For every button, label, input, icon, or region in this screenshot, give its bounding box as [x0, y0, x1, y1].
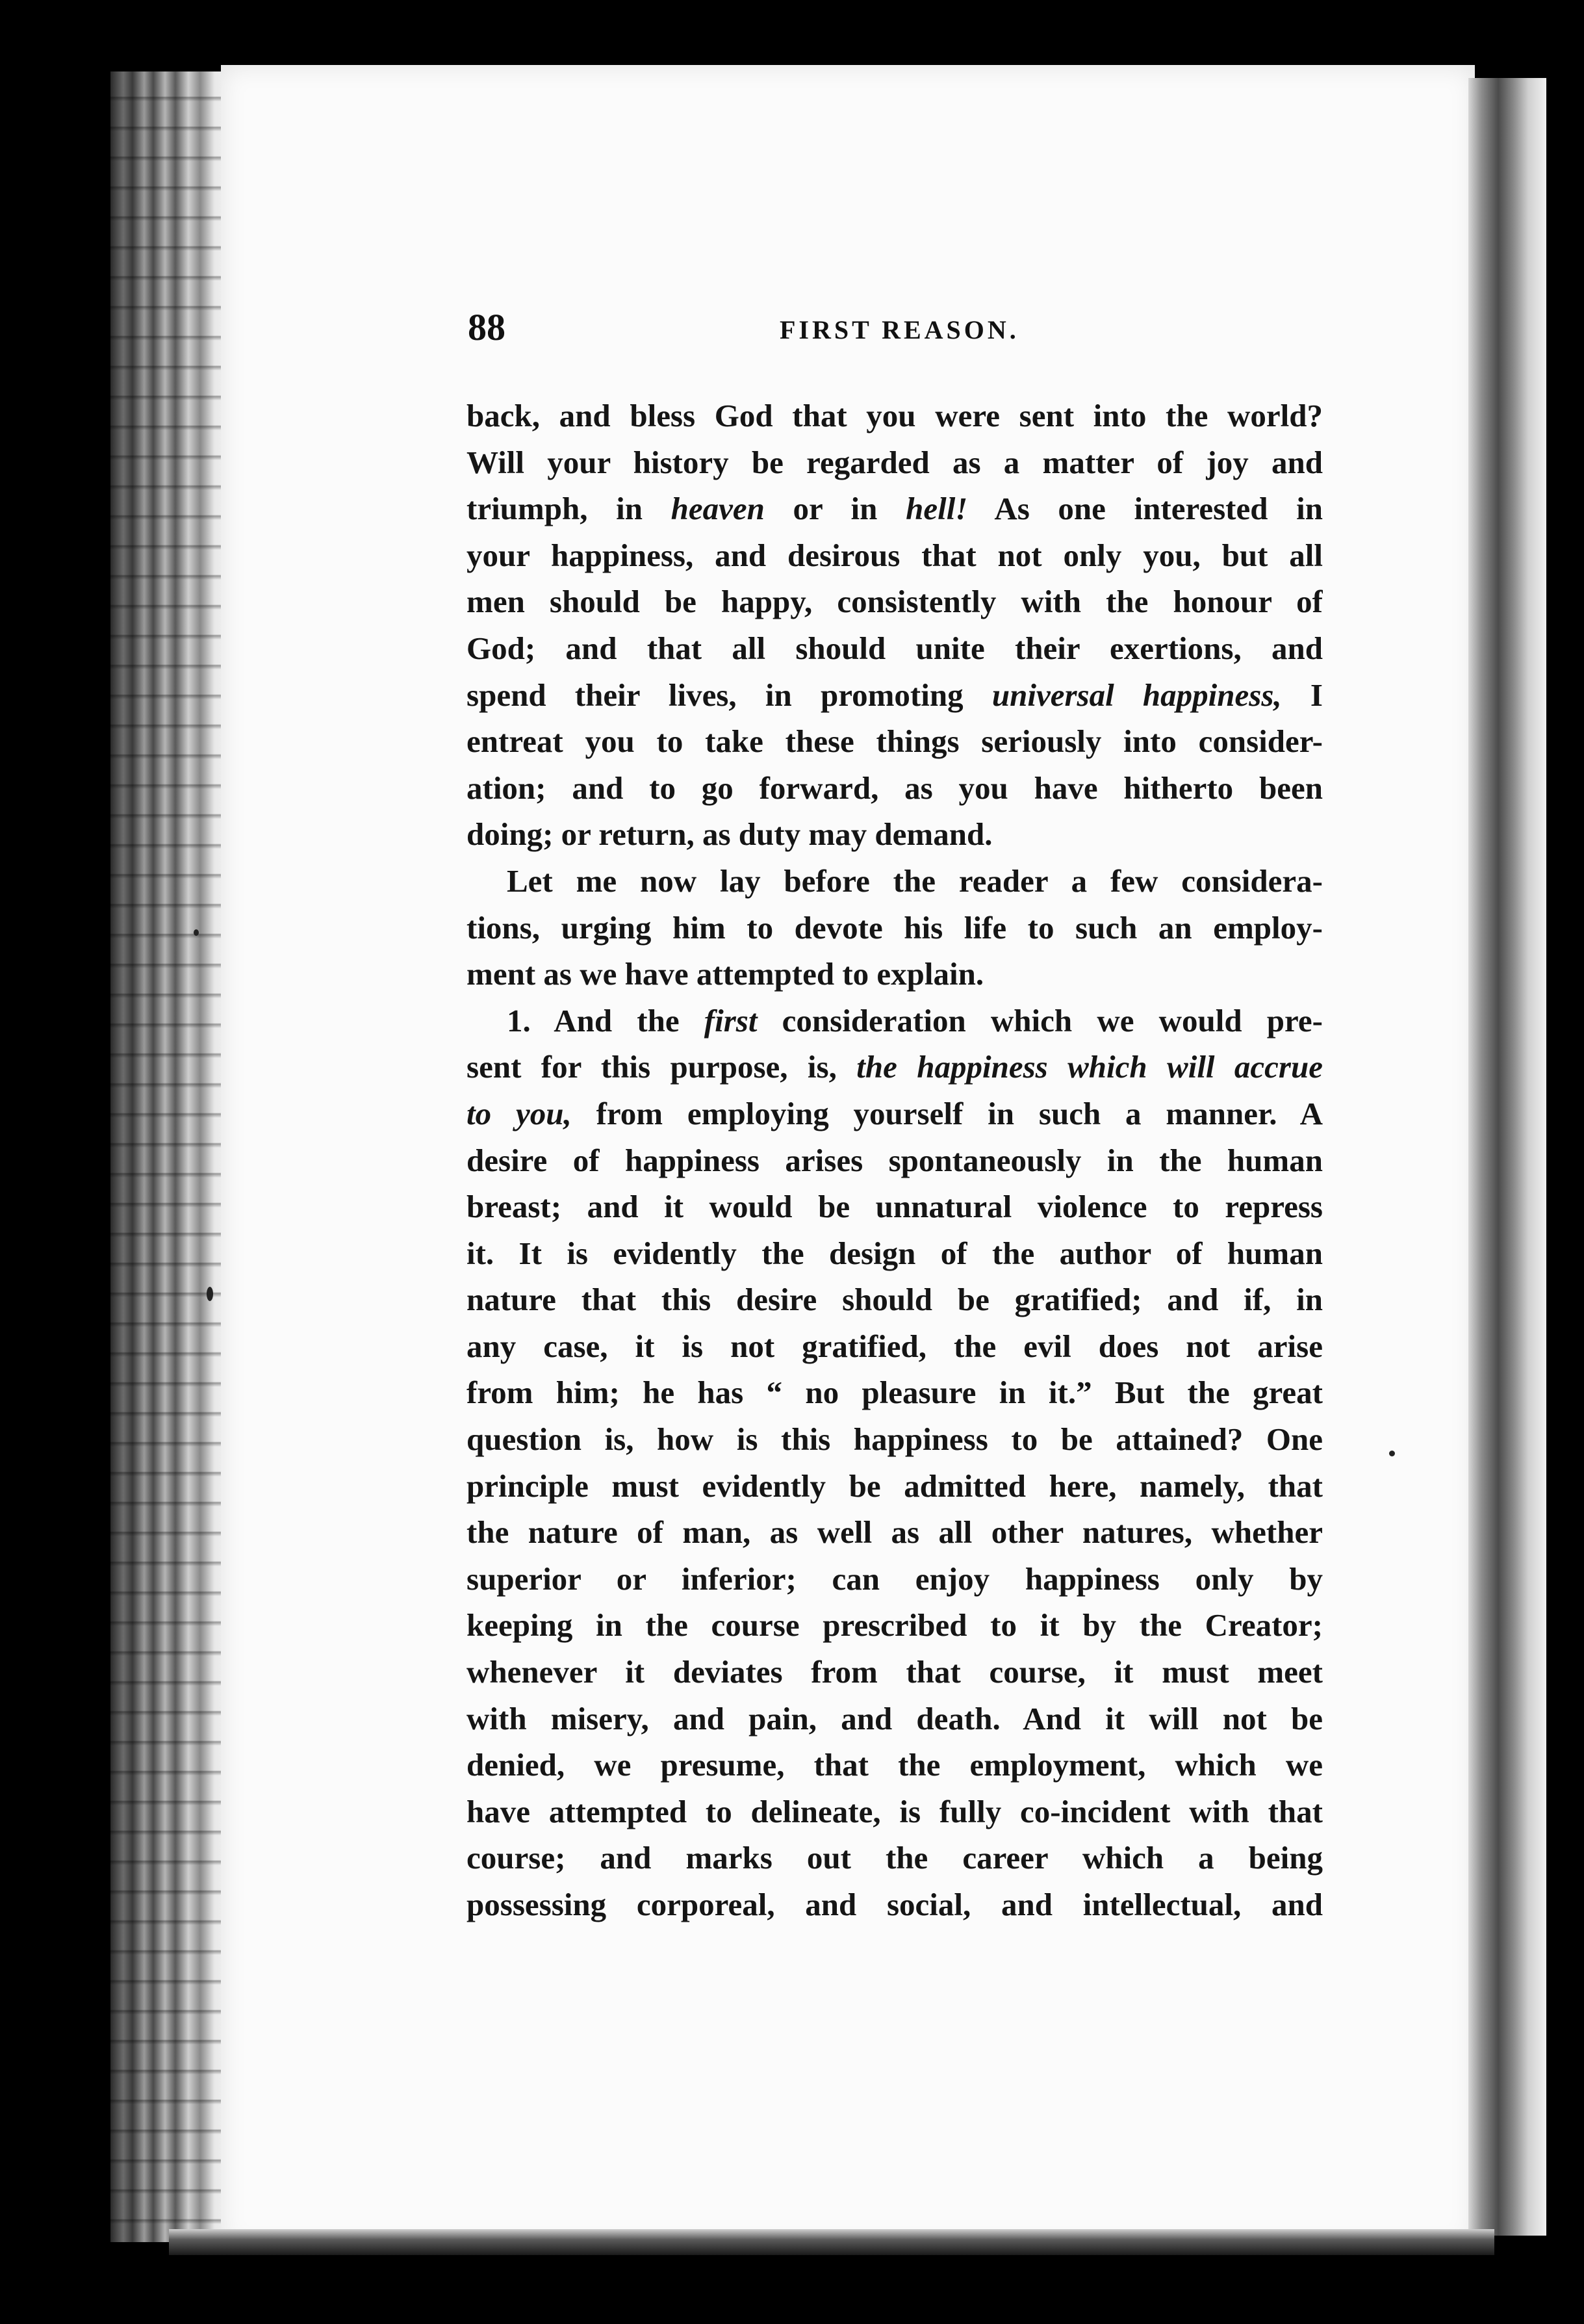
text-line [466, 625, 1323, 672]
text-span: God; and that all should unite their exertions, and [466, 630, 1323, 666]
text-span: breast; and it would be unnatural violence to repress [466, 1189, 1323, 1225]
text-line [466, 1323, 1323, 1370]
text-line [466, 1881, 1323, 1928]
text-line [466, 1788, 1323, 1835]
text-span: keeping in the course prescribed to it by the Creator; [466, 1607, 1323, 1644]
text-line [466, 1463, 1323, 1510]
text-span: from employing yourself in such a manner. A [571, 1095, 1323, 1131]
text-line [466, 1835, 1323, 1881]
text-span: course; and marks out the career which a being [466, 1840, 1323, 1876]
text-line [466, 765, 1323, 812]
text-span: whenever it deviates from that course, it must meet [466, 1654, 1323, 1690]
body-text [466, 393, 1323, 1928]
text-line [466, 672, 1323, 719]
right-gutter-shadow [1468, 78, 1546, 2236]
text-span: superior or inferior; can enjoy happiness only by [466, 1560, 1323, 1597]
text-span: tions, urging him to devote his life to such an employ- [466, 909, 1323, 946]
text-line [466, 1742, 1323, 1788]
text-line [466, 1369, 1323, 1416]
text-line [466, 1556, 1323, 1603]
text-line [466, 1276, 1323, 1323]
text-span: ment as we have attempted to explain. [466, 956, 984, 992]
text-line [466, 1183, 1323, 1230]
text-line [466, 811, 1323, 858]
italic-span: first [704, 1002, 758, 1039]
text-span: spend their lives, in promoting [466, 677, 992, 713]
paragraph [466, 998, 1323, 1928]
text-line [466, 951, 1323, 998]
text-line [466, 998, 1323, 1044]
text-span: entreat you to take these things seriously into consider- [466, 723, 1323, 760]
text-line [466, 1137, 1323, 1184]
text-line [466, 485, 1323, 532]
text-span: consideration which we would pre- [757, 1002, 1323, 1039]
text-span: from him; he has “ no pleasure in it.” But the great [466, 1375, 1323, 1411]
italic-span: the happiness which will accrue [856, 1049, 1323, 1085]
ink-speck [207, 1287, 213, 1301]
text-span: it. It is evidently the design of the author of human [466, 1235, 1323, 1271]
text-span: principle must evidently be admitted here, namely, that [466, 1467, 1323, 1504]
text-line [466, 1091, 1323, 1137]
text-span: the nature of man, as well as all other natures, whether [466, 1514, 1323, 1551]
text-span: or in [764, 491, 906, 527]
ink-speck [194, 929, 199, 936]
running-head [468, 305, 1312, 357]
text-line [466, 439, 1323, 486]
text-span: sent for this purpose, is, [466, 1049, 857, 1085]
text-span: any case, it is not gratified, the evil does not arise [466, 1328, 1323, 1364]
text-span: nature that this desire should be gratified; and if, in [466, 1282, 1323, 1318]
ink-speck [1389, 1451, 1395, 1456]
text-span: with misery, and pain, and death. And it will not be [466, 1700, 1323, 1737]
text-line [466, 1649, 1323, 1696]
text-line [466, 1416, 1323, 1463]
text-span: ation; and to go forward, as you have hitherto been [466, 769, 1323, 806]
text-span: triumph, in [466, 491, 671, 527]
text-line [466, 393, 1323, 439]
italic-span: universal happiness, [991, 677, 1282, 713]
text-span: question is, how is this happiness to be attained? One [466, 1421, 1323, 1458]
italic-span: hell! [906, 491, 968, 527]
text-line [466, 905, 1323, 951]
text-line [466, 1230, 1323, 1277]
page-number: 88 [468, 306, 505, 348]
text-span: As one interested in [967, 491, 1323, 527]
text-span: Will your history be regarded as a matter of joy and [466, 444, 1323, 480]
left-binding-edge [110, 71, 234, 2242]
text-span: desire of happiness arises spontaneously in the human [466, 1142, 1323, 1178]
text-line [466, 1044, 1323, 1091]
running-title: FIRST REASON. [780, 315, 1019, 344]
text-line [466, 1509, 1323, 1556]
text-span: possessing corporeal, and social, and intellectual, and [466, 1887, 1323, 1922]
bottom-page-edge [169, 2229, 1494, 2255]
text-span: back, and bless God that you were sent into the world? [466, 398, 1323, 433]
text-span: Let me now lay before the reader a few considera- [507, 862, 1323, 899]
text-span: have attempted to delineate, is fully co-incident with that [466, 1793, 1323, 1829]
paragraph [466, 858, 1323, 998]
text-span: denied, we presume, that the employment, which we [466, 1747, 1323, 1783]
text-span: your happiness, and desirous that not only you, but all [466, 537, 1323, 573]
italic-span: to you, [466, 1095, 572, 1131]
text-span: men should be happy, consistently with the honour of [466, 584, 1323, 620]
text-span: I [1281, 677, 1323, 713]
text-line [466, 858, 1323, 905]
text-line [466, 578, 1323, 625]
text-line [466, 1696, 1323, 1742]
text-span: 1. And the [507, 1002, 704, 1039]
text-line [466, 532, 1323, 579]
text-line [466, 1602, 1323, 1649]
text-line [466, 718, 1323, 765]
paragraph [466, 393, 1323, 858]
text-span: doing; or return, as duty may demand. [466, 816, 993, 853]
italic-span: heaven [671, 491, 765, 527]
